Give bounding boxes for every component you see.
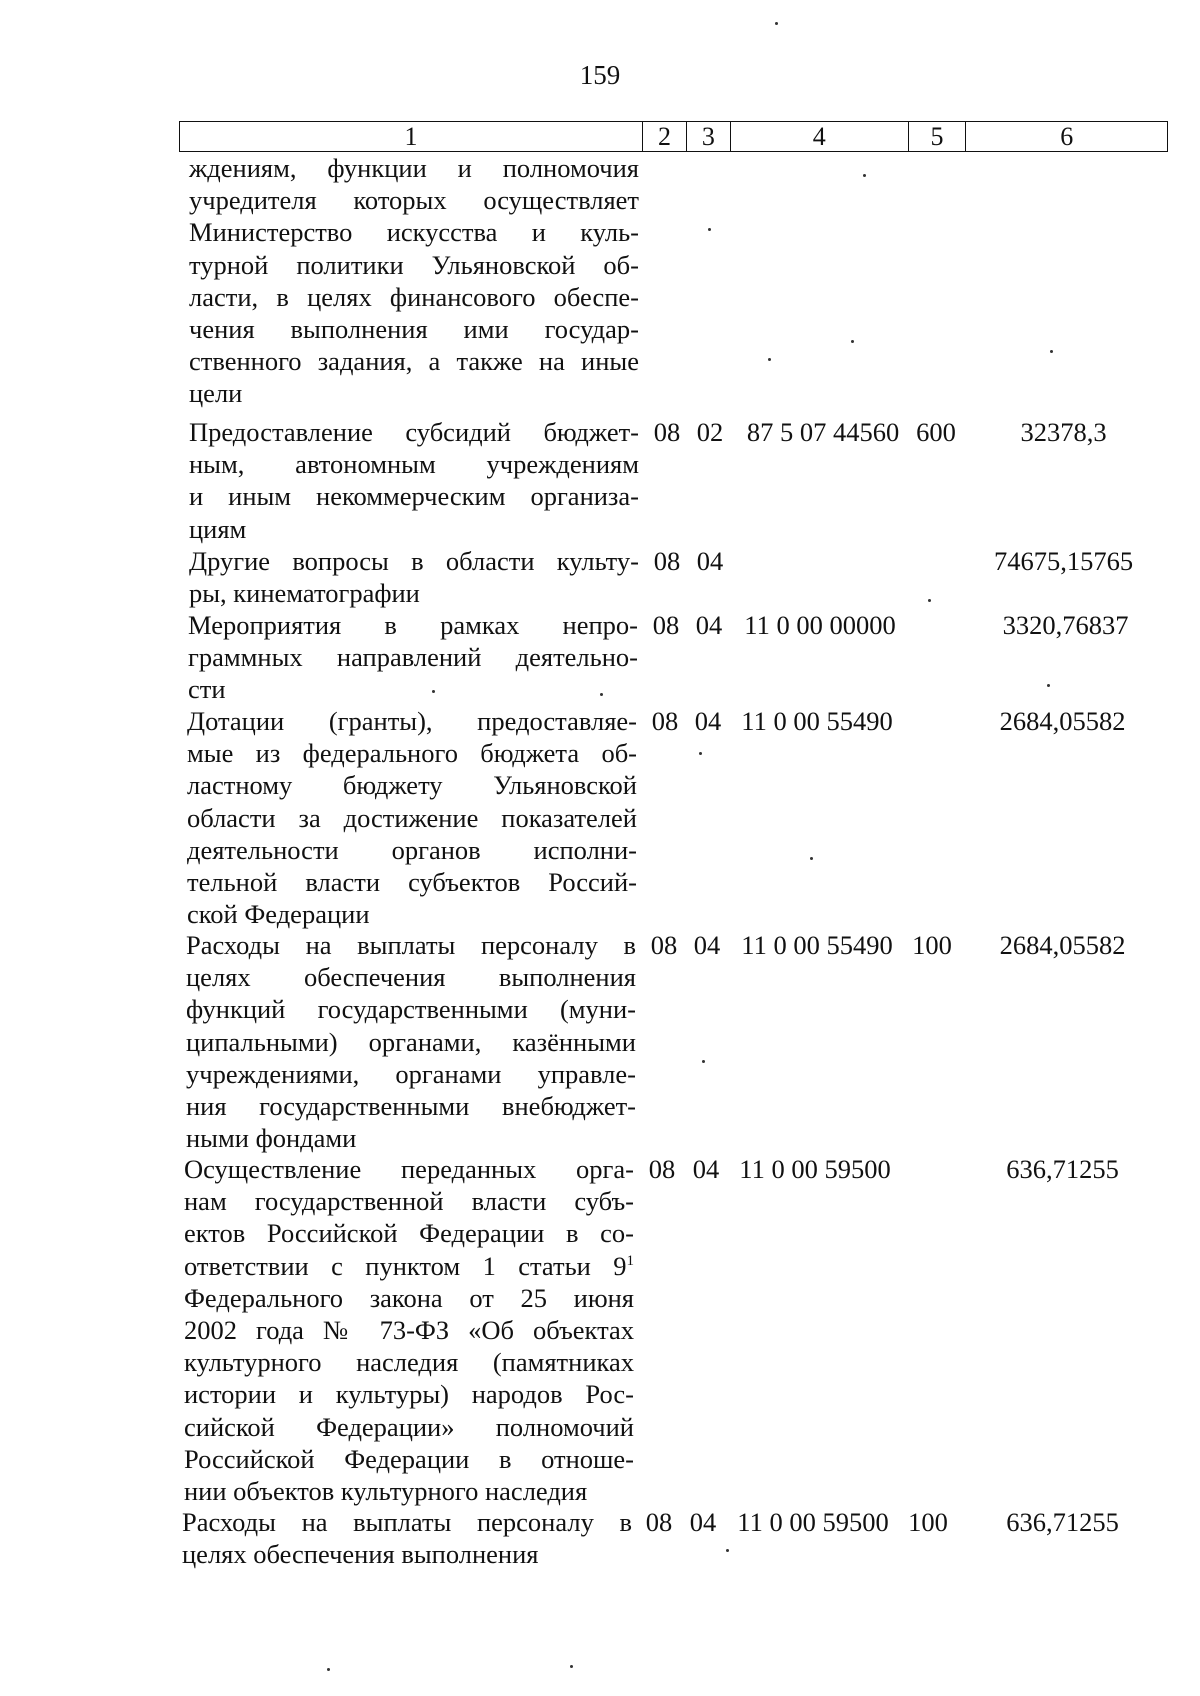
section-cell: 08 [651, 706, 679, 736]
expense-type-cell: 100 [912, 930, 952, 960]
description-line: ответствии с пунктом 1 статьи $9^1$ [184, 1250, 634, 1281]
description-line: Дотации (гранты), предоставляе- [187, 706, 637, 736]
description-line: цели [189, 378, 243, 409]
amount-cell: 74675,15765 [993, 546, 1134, 576]
scan-speck [327, 1668, 330, 1671]
scan-speck [600, 693, 603, 696]
description-line: тельной власти субъектов Россий- [187, 867, 637, 898]
scan-speck [1047, 684, 1050, 687]
section-cell: 08 [650, 930, 678, 960]
page-number: 159 [579, 60, 621, 90]
amount-cell: 636,71255 [1006, 1154, 1119, 1184]
description-line: 2002 года № 73-ФЗ «Об объектах [184, 1315, 634, 1346]
target-article-cell: 11 0 00 59500 [739, 1154, 891, 1184]
target-article-cell: 11 0 00 00000 [744, 610, 896, 640]
amount-cell: 32378,3 [1020, 417, 1107, 447]
scan-speck [810, 857, 813, 860]
description-line: ры, кинематографии [189, 578, 420, 609]
header-col-3: 3 [687, 122, 731, 151]
description-line: ектов Российской Федерации в со- [184, 1218, 634, 1249]
header-col-5: 5 [909, 122, 967, 151]
amount-cell: 2684,05582 [999, 930, 1126, 960]
description-line: ственного задания, а также на иные [189, 346, 639, 377]
row-description [189, 152, 639, 410]
description-line: граммных направлений деятельно- [188, 642, 638, 673]
description-line: истории и культуры) народов Рос- [184, 1379, 634, 1410]
description-line: Российской Федерации в отноше- [184, 1443, 634, 1474]
description-line: ния государственными внебюджет- [186, 1091, 636, 1122]
scan-speck [851, 340, 854, 343]
description-line: Расходы на выплаты персоналу в [182, 1507, 632, 1537]
description-line: циям [189, 513, 247, 544]
section-cell: 08 [645, 1507, 673, 1537]
description-line: Другие вопросы в области культу- [189, 546, 639, 576]
header-col-6: 6 [1060, 121, 1074, 151]
amount-cell: 3320,76837 [1002, 610, 1129, 640]
scan-speck [768, 358, 771, 361]
scan-speck [928, 599, 931, 602]
scan-speck [570, 1665, 573, 1668]
subsection-cell: 04 [694, 706, 722, 736]
header-col-4: 4 [731, 122, 909, 151]
description-line: целях обеспечения выполнения [186, 962, 636, 993]
subsection-cell: 04 [692, 1154, 720, 1184]
scan-speck [863, 174, 866, 177]
description-line: Предоставление субсидий бюджет- [189, 417, 639, 447]
description-line: мые из федерального бюджета об- [187, 738, 637, 769]
description-line: сти [188, 674, 226, 705]
description-line: учредителя которых осуществляет [189, 185, 639, 216]
description-line: деятельности органов исполни- [187, 834, 637, 865]
scan-speck [726, 1549, 729, 1552]
target-article-cell: 11 0 00 55490 [741, 930, 893, 960]
subsection-cell: 04 [693, 930, 721, 960]
description-line: нии объектов культурного наследия [184, 1476, 588, 1507]
row-description [186, 929, 636, 1154]
description-line: Мероприятия в рамках непро- [188, 610, 638, 640]
scan-speck [708, 228, 711, 231]
description-line: учреждениями, органами управле- [186, 1058, 636, 1089]
description-line: культурного наследия (памятниках [184, 1347, 634, 1378]
description-line: нам государственной власти субъ- [184, 1186, 634, 1217]
row-description [187, 705, 637, 930]
description-line: Осуществление переданных орга- [184, 1154, 634, 1184]
description-line: турной политики Ульяновской об- [189, 249, 639, 280]
description-line: функций государственными (муни- [186, 994, 636, 1025]
expense-type-cell: 600 [916, 417, 956, 447]
table-header [179, 121, 1168, 152]
description-line: ской Федерации [187, 899, 370, 930]
scan-speck [702, 1060, 705, 1063]
section-cell: 08 [652, 610, 680, 640]
description-line: ждениям, функции и полномочия [189, 153, 639, 183]
target-article-cell: 11 0 00 55490 [741, 706, 893, 736]
description-line: ласти, в целях финансового обеспе- [189, 281, 639, 312]
subsection-cell: 04 [689, 1507, 717, 1537]
scan-speck [775, 22, 778, 25]
description-line: ластному бюджету Ульяновской [187, 770, 637, 801]
description-line: ным, автономным учреждениям [189, 449, 639, 480]
description-line: сийской Федерации» полномочий [184, 1411, 634, 1442]
target-article-cell: 87 5 07 44560 [746, 417, 900, 447]
scan-speck [432, 690, 435, 693]
row-description [189, 545, 639, 609]
header-col-2: 2 [643, 122, 687, 151]
description-line: чения выполнения ими государ- [189, 314, 639, 345]
subsection-cell: 04 [695, 610, 723, 640]
amount-cell: 2684,05582 [999, 706, 1126, 736]
description-line: области за достижение показателей [187, 802, 637, 833]
header-col-1: 1 [180, 122, 643, 151]
row-description [188, 609, 638, 706]
description-line: Министерство искусства и куль- [189, 217, 639, 248]
amount-cell: 636,71255 [1006, 1507, 1119, 1537]
target-article-cell: 11 0 00 59500 [737, 1507, 889, 1537]
description-line: и иным некоммерческим организа- [189, 481, 639, 512]
subsection-cell: 02 [696, 417, 724, 447]
row-description [182, 1506, 632, 1570]
description-line: ными фондами [186, 1123, 357, 1154]
description-line: ципальными) органами, казёнными [186, 1026, 636, 1057]
section-cell: 08 [653, 417, 681, 447]
row-description [184, 1153, 634, 1507]
superscript: 1 [626, 1252, 634, 1269]
section-cell: 08 [648, 1154, 676, 1184]
scan-speck [699, 752, 702, 755]
scan-speck [1050, 350, 1053, 353]
description-line: Расходы на выплаты персоналу в [186, 930, 636, 960]
section-cell: 08 [653, 546, 681, 576]
description-line: целях обеспечения выполнения [182, 1539, 539, 1570]
expense-type-cell: 100 [908, 1507, 948, 1537]
row-description [189, 416, 639, 545]
description-line: Федерального закона от 25 июня [184, 1282, 634, 1313]
subsection-cell: 04 [696, 546, 724, 576]
